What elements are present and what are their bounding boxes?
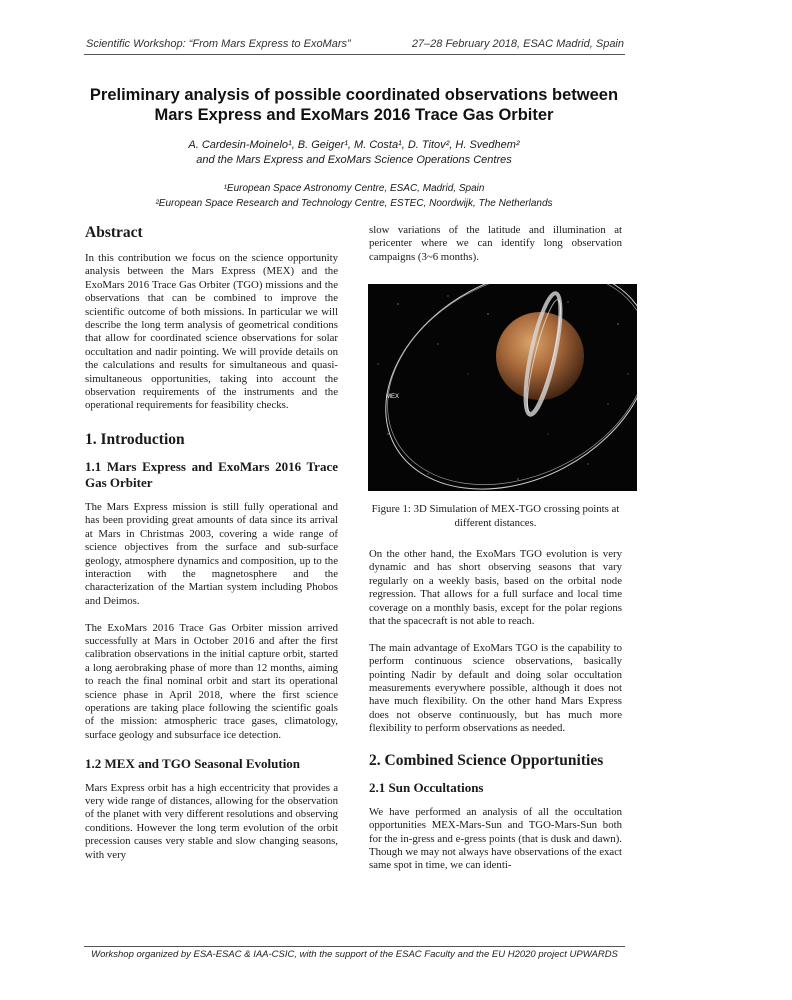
intro-paragraph-1: The Mars Express mission is still fully operational and has been providing great amounts of data since its arrival at Mars in Christmas 2003, covering a wide range of science objectives from the surface and sub-surface geology, atmosphere dynamics and composition, up to the interaction with the magnetosphere and the characterization of the Martian system including Phobos and Deimos. (85, 500, 338, 607)
figure-1-simulation-image (368, 284, 637, 491)
footer-rule (84, 946, 625, 947)
right-paragraph-3: We have performed an analysis of all the occultation opportunities MEX-Mars-Sun and TGO-Mars-Sun both for the in-gress and e-gress points (that is dusk and dawn). Though we may not always have observations of the exact same spot in time, we can identi- (369, 805, 622, 872)
paper-title (60, 85, 648, 125)
left-column (85, 224, 338, 875)
abstract-heading: Abstract (85, 224, 143, 241)
mex-label: MEX (386, 394, 400, 401)
title-line-2: Mars Express and ExoMars 2016 Trace Gas Orbiter (154, 106, 554, 124)
right-paragraph-1: On the other hand, the ExoMars TGO evolution is very dynamic and has short observing seasons that vary regularly on a weekly basis, based on the orbital node regression. That allows for a full surface and local time coverage on a monthly basis, except for the polar regions that the spacecraft is not able to reach. (369, 548, 622, 628)
abstract-text: In this contribution we focus on the science opportunity analysis between the Mars Express (MEX) and the ExoMars 2016 Trace Gas Orbiter (TGO) missions and the observations that can be combined to improve the scientific outcome of both missions. In particular we will describe the long term analysis of geometrical conditions that allow for coordinated science observations for solar occultation and nadir pointing. We will provide details on the calculations and results for simultaneous and quasi-simultaneous opportunities, taking into account the observation requirements of the instruments and the operational requirements for feasibility checks. (85, 252, 338, 412)
mex-orbit-2 (368, 284, 637, 491)
figure-1-caption: Figure 1: 3D Simulation of MEX-TGO crossing points at different distances. (371, 503, 620, 529)
authors-line-1: A. Cardesin-Moinelo¹, B. Geiger¹, M. Costa¹, D. Titov², H. Svedhem² (188, 139, 520, 151)
subsection-1-1-heading: 1.1 Mars Express and ExoMars 2016 Trace Gas Orbiter (85, 458, 338, 490)
header-rule (84, 54, 625, 55)
orbit-simulation-graphic (368, 284, 637, 491)
affiliation-1: ¹European Space Astronomy Centre, ESAC, Madrid, Spain (223, 183, 485, 194)
page-footer: Workshop organized by ESA-ESAC & IAA-CSIC, with the support of the ESAC Faculty and the EU H2020 project UPWARDS (91, 949, 618, 960)
intro-paragraph-2: The ExoMars 2016 Trace Gas Orbiter mission arrived successfully at Mars in October 2016 and after the first calibration observations in the initial capture orbit, started a long aerobraking phase of more than 12 months, aiming to reach the final nominal orbit and start its operational science phase in April 2018, where the first science operations are taking place following the scientific goals of the mission: atmospheric trace gases, climatology, surface geology and subsurface ice detection. (85, 621, 338, 741)
affiliations (60, 181, 648, 211)
subsection-2-1-heading: 2.1 Sun Occultations (369, 779, 484, 795)
right-paragraph-2: The main advantage of ExoMars TGO is the capability to perform continuous science observations, basically pointing Nadir by default and doing solar occultation measurements everywhere possible, although it does not have much flexibility. On the other hand Mars Express does not observe continuously, but has much more flexibility to perform observations as needed. (369, 641, 622, 735)
right-column (369, 224, 622, 886)
running-header-right: 27–28 February 2018, ESAC Madrid, Spain (411, 38, 624, 50)
title-line-1: Preliminary analysis of possible coordinated observations between (89, 86, 619, 104)
right-paragraph-0: slow variations of the latitude and illumination at pericenter where we can identify long observation campaigns (3~6 months). (369, 224, 622, 263)
subsection-1-2-heading: 1.2 MEX and TGO Seasonal Evolution (85, 755, 301, 771)
authors-line-2: and the Mars Express and ExoMars Science Operations Centres (196, 154, 512, 166)
introduction-heading: 1. Introduction (85, 430, 185, 448)
section-2-heading: 2. Combined Science Opportunities (369, 751, 604, 769)
star-field (378, 296, 629, 480)
intro-paragraph-3: Mars Express orbit has a high eccentricity that provides a very wide range of distances, allowing for the observation of the planet with very different resolutions and observing conditions. However the long term evolution of the orbit precession causes very stable and slow changing seasons, with very (85, 781, 338, 861)
affiliation-2: ²European Space Research and Technology Centre, ESTEC, Noordwijk, The Netherlands (155, 198, 553, 209)
author-list (60, 138, 648, 168)
mex-orbit (368, 284, 637, 491)
running-header-left: Scientific Workshop: “From Mars Express to ExoMars” (86, 38, 351, 50)
